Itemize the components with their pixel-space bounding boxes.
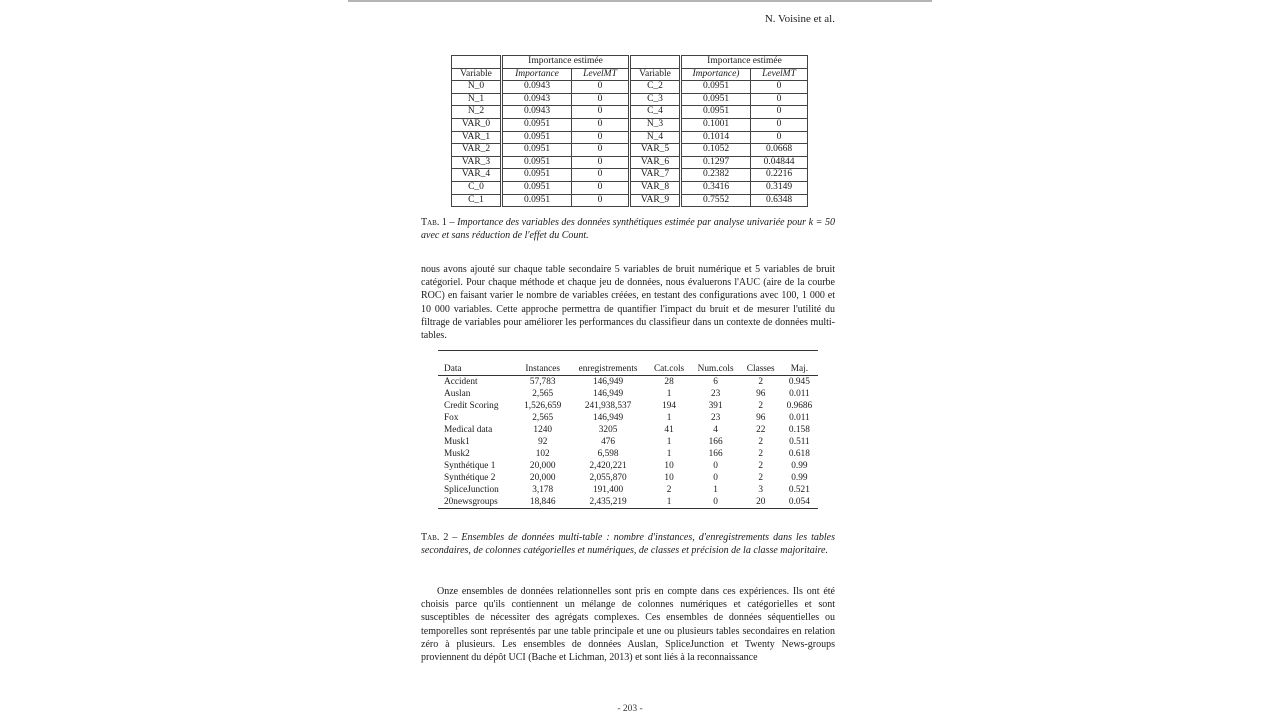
importance-cell: 0.0951	[502, 169, 572, 182]
table-row	[438, 472, 818, 484]
importance-cell: 0.0951	[502, 181, 572, 194]
value-cell: 2	[758, 461, 764, 471]
value-cell: 1240	[533, 425, 553, 435]
table-row	[452, 81, 808, 94]
page-top-border	[348, 0, 932, 2]
value-cell: 0.011	[789, 413, 810, 423]
variable-cell: VAR_0	[452, 118, 502, 131]
importance-cell: 0.0951	[681, 93, 751, 106]
value-cell: 146,949	[592, 377, 624, 387]
value-cell: 20	[741, 496, 781, 509]
importance-cell: 0.0951	[502, 118, 572, 131]
value-cell: 22	[756, 425, 766, 435]
importance-cell: 0.1052	[681, 144, 751, 157]
table-row	[438, 460, 818, 472]
value-cell: 241,938,537	[584, 401, 632, 411]
value-cell: 166	[708, 437, 723, 447]
col-header-variable-left: Variable	[452, 68, 502, 81]
variable-cell: VAR_4	[452, 169, 502, 182]
column-header: enregistrements	[569, 363, 648, 376]
dataset-name-cell: 20newsgroups	[438, 496, 517, 509]
running-head: N. Voisine et al.	[764, 13, 835, 25]
level-cell: 0.6348	[751, 194, 808, 207]
table-row	[438, 376, 818, 389]
dataset-name-cell: Accident	[444, 377, 478, 387]
variable-cell: C_4	[630, 106, 681, 119]
dataset-name-cell: Synthétique 1	[444, 461, 496, 471]
dataset-name-cell: Medical data	[444, 425, 493, 435]
value-cell: 2	[758, 437, 764, 447]
dataset-name-cell: Synthétique 2	[444, 473, 496, 483]
table-row	[452, 181, 808, 194]
level-cell: 0	[572, 118, 630, 131]
column-header: Data	[438, 363, 517, 376]
value-cell: 0.945	[788, 377, 810, 387]
value-cell: 1	[666, 413, 672, 423]
table-row	[452, 118, 808, 131]
value-cell: 28	[664, 377, 674, 387]
body-paragraph-1: nous avons ajouté sur chaque table secondaire 5 variables de bruit numérique et 5 variables de bruit catégoriel. Pour chaque méthode et chaque jeu de données, nous évaluerons l'AUC (aire de la courbe ROC) en faisant varier le nombre de variables créées, en testant des configurations avec 100, 1 000 et 10 000 variables. Cette approche permettra de quantifier l'impact du bruit et de mesurer l'utilité du filtrage de variables pour améliorer les performances du classifieur dans un contexte de données multi-tables.	[421, 264, 835, 342]
dataset-name-cell: Musk2	[444, 449, 470, 459]
value-cell: 0.511	[789, 437, 810, 447]
column-header: Instances	[517, 363, 569, 376]
value-cell: 6,598	[597, 449, 619, 459]
col-header-level-right: LevelMT	[751, 68, 808, 81]
value-cell: 146,949	[592, 389, 624, 399]
table2-body	[438, 376, 818, 509]
variable-cell: C_0	[452, 181, 502, 194]
level-cell: 0	[751, 106, 808, 119]
value-cell: 166	[708, 449, 723, 459]
level-cell: 0	[751, 93, 808, 106]
level-cell: 0.3149	[751, 181, 808, 194]
column-header: Cat.cols	[648, 363, 691, 376]
variable-cell: VAR_7	[630, 169, 681, 182]
value-cell: 191,400	[592, 485, 624, 495]
level-cell: 0.2216	[751, 169, 808, 182]
level-cell: 0	[572, 169, 630, 182]
value-cell: 0.521	[788, 485, 810, 495]
value-cell: 0.054	[781, 496, 818, 509]
value-cell: 6	[713, 377, 718, 387]
variable-cell: VAR_6	[630, 156, 681, 169]
table2-top-rule	[438, 350, 818, 351]
variable-cell: VAR_9	[630, 194, 681, 207]
value-cell: 0.99	[791, 473, 808, 483]
body-paragraph-2: Onze ensembles de données relationnelles sont pris en compte dans ces expériences. Ils ont été choisis parce qu'ils contiennent un mélange de colonnes numériques et catégorielles et sont susceptibles de nécessiter des agrégats complexes. Ces ensembles de données séquentielles ou temporelles sont représentés par une table principale et une ou plusieurs tables secondaires en relation zéro à plusieurs. Les ensembles de données Auslan, SpliceJunction et Twenty News-groups proviennent du dépôt UCI (Bache et Lichman, 2013) et sont liés à la reconnaissance	[421, 586, 835, 664]
variable-cell: VAR_5	[630, 144, 681, 157]
value-cell: 1	[666, 389, 672, 399]
table2-caption-label: Tab. 2 –	[421, 532, 458, 543]
table-row	[452, 194, 808, 207]
variable-cell: VAR_8	[630, 181, 681, 194]
table-row	[452, 93, 808, 106]
column-header: Classes	[741, 363, 781, 376]
value-cell: 1	[648, 496, 691, 509]
level-cell: 0	[572, 181, 630, 194]
value-cell: 0.618	[788, 449, 810, 459]
dataset-name-cell: Auslan	[444, 389, 471, 399]
table-row	[452, 106, 808, 119]
value-cell: 1	[666, 449, 672, 459]
table-row	[438, 484, 818, 496]
variable-cell: N_2	[452, 106, 502, 119]
table2-header-row	[438, 363, 818, 376]
value-cell: 23	[710, 413, 721, 423]
value-cell: 4	[713, 425, 718, 435]
importance-cell: 0.0951	[502, 194, 572, 207]
level-cell: 0	[572, 81, 630, 94]
dataset-name-cell: SpliceJunction	[444, 485, 499, 495]
table-row	[452, 144, 808, 157]
value-cell: 3,178	[532, 485, 554, 495]
value-cell: 20,000	[529, 461, 556, 471]
value-cell: 2	[666, 485, 672, 495]
variable-cell: VAR_2	[452, 144, 502, 157]
value-cell: 0	[691, 496, 741, 509]
variable-cell: C_3	[630, 93, 681, 106]
value-cell: 3	[758, 485, 764, 495]
value-cell: 20,000	[529, 473, 556, 483]
table-variable-importance	[451, 55, 808, 207]
table1-caption-text: Importance des variables des données synthétiques estimée par analyse univariée pour k = 50 avec et sans réduction de l'effet du Count.	[421, 217, 835, 241]
value-cell: 3205	[598, 425, 618, 435]
value-cell: 2,565	[532, 389, 554, 399]
variable-cell: N_0	[452, 81, 502, 94]
value-cell: 41	[664, 425, 674, 435]
table-datasets	[438, 363, 818, 509]
page-number: - 203 -	[617, 704, 643, 714]
value-cell: 391	[708, 401, 723, 411]
importance-cell: 0.0951	[681, 106, 751, 119]
col-header-level-left: LevelMT	[572, 68, 630, 81]
table-row	[438, 424, 818, 436]
table-row	[438, 412, 818, 424]
importance-cell: 0.1297	[681, 156, 751, 169]
table-row	[452, 169, 808, 182]
importance-cell: 0.0951	[502, 131, 572, 144]
table2-caption-text: Ensembles de données multi-table : nombre d'instances, d'enregistrements dans les tables secondaires, de colonnes catégorielles et numériques, de classes et précision de la classe majoritaire.	[421, 532, 835, 556]
value-cell: 57,783	[529, 377, 556, 387]
col-header-importance-left: Importance	[502, 68, 572, 81]
value-cell: 2,055,870	[589, 473, 627, 483]
dataset-name-cell: Credit Scoring	[444, 401, 499, 411]
importance-cell: 0.1014	[681, 131, 751, 144]
table-row	[452, 131, 808, 144]
value-cell: 1	[666, 437, 672, 447]
value-cell: 18,846	[517, 496, 569, 509]
table-datasets-wrapper	[438, 350, 818, 509]
value-cell: 0	[713, 473, 718, 483]
dataset-name-cell: Musk1	[444, 437, 470, 447]
value-cell: 2	[758, 377, 764, 387]
value-cell: 2	[758, 449, 764, 459]
value-cell: 96	[756, 389, 766, 399]
level-cell: 0	[572, 106, 630, 119]
table-row	[438, 400, 818, 412]
value-cell: 146,949	[592, 413, 624, 423]
level-cell: 0	[572, 144, 630, 157]
value-cell: 92	[538, 437, 548, 447]
table1-caption	[421, 216, 835, 242]
variable-cell: C_2	[630, 81, 681, 94]
level-cell: 0	[751, 131, 808, 144]
value-cell: 0.158	[788, 425, 810, 435]
value-cell: 2,420,221	[589, 461, 627, 471]
table2-caption	[421, 531, 835, 557]
col-header-importance-right: Importance)	[681, 68, 751, 81]
level-cell: 0	[572, 93, 630, 106]
variable-cell: N_1	[452, 93, 502, 106]
variable-cell: C_1	[452, 194, 502, 207]
value-cell: 2,565	[532, 413, 554, 423]
level-cell: 0	[572, 194, 630, 207]
value-cell: 1,526,659	[524, 401, 562, 411]
table-row	[438, 436, 818, 448]
value-cell: 2	[758, 401, 764, 411]
table-row	[438, 388, 818, 400]
level-cell: 0.04844	[751, 156, 808, 169]
importance-cell: 0.0951	[502, 144, 572, 157]
value-cell: 0	[713, 461, 718, 471]
importance-cell: 0.3416	[681, 181, 751, 194]
variable-cell: VAR_1	[452, 131, 502, 144]
variable-cell: VAR_3	[452, 156, 502, 169]
importance-cell: 0.0951	[681, 81, 751, 94]
variable-cell: N_4	[630, 131, 681, 144]
table-row	[438, 496, 818, 509]
level-cell: 0	[572, 131, 630, 144]
table1-caption-label: Tab. 1 –	[421, 217, 455, 228]
value-cell: 476	[601, 437, 616, 447]
level-cell: 0.0668	[751, 144, 808, 157]
importance-cell: 0.0943	[502, 93, 572, 106]
value-cell: 2	[758, 473, 764, 483]
value-cell: 194	[662, 401, 677, 411]
table-row	[452, 156, 808, 169]
importance-cell: 0.0951	[502, 156, 572, 169]
column-header: Num.cols	[691, 363, 741, 376]
dataset-name-cell: Fox	[444, 413, 459, 423]
value-cell: 0.9686	[786, 401, 813, 411]
importance-cell: 0.0943	[502, 106, 572, 119]
table-row	[438, 448, 818, 460]
value-cell: 0.99	[791, 461, 808, 471]
table1-body	[452, 81, 808, 207]
group-header-right: Importance estimée	[681, 56, 808, 69]
level-cell: 0	[751, 118, 808, 131]
value-cell: 10	[664, 473, 674, 483]
value-cell: 0.011	[789, 389, 810, 399]
col-header-variable-right: Variable	[630, 68, 681, 81]
value-cell: 2,435,219	[569, 496, 648, 509]
level-cell: 0	[572, 156, 630, 169]
importance-cell: 0.0943	[502, 81, 572, 94]
level-cell: 0	[751, 81, 808, 94]
value-cell: 23	[710, 389, 721, 399]
importance-cell: 0.1001	[681, 118, 751, 131]
group-header-left: Importance estimée	[502, 56, 630, 69]
value-cell: 10	[664, 461, 674, 471]
value-cell: 96	[756, 413, 766, 423]
importance-cell: 0.7552	[681, 194, 751, 207]
variable-cell: N_3	[630, 118, 681, 131]
importance-cell: 0.2382	[681, 169, 751, 182]
value-cell: 1	[713, 485, 718, 495]
value-cell: 102	[535, 449, 550, 459]
column-header: Maj.	[781, 363, 818, 376]
